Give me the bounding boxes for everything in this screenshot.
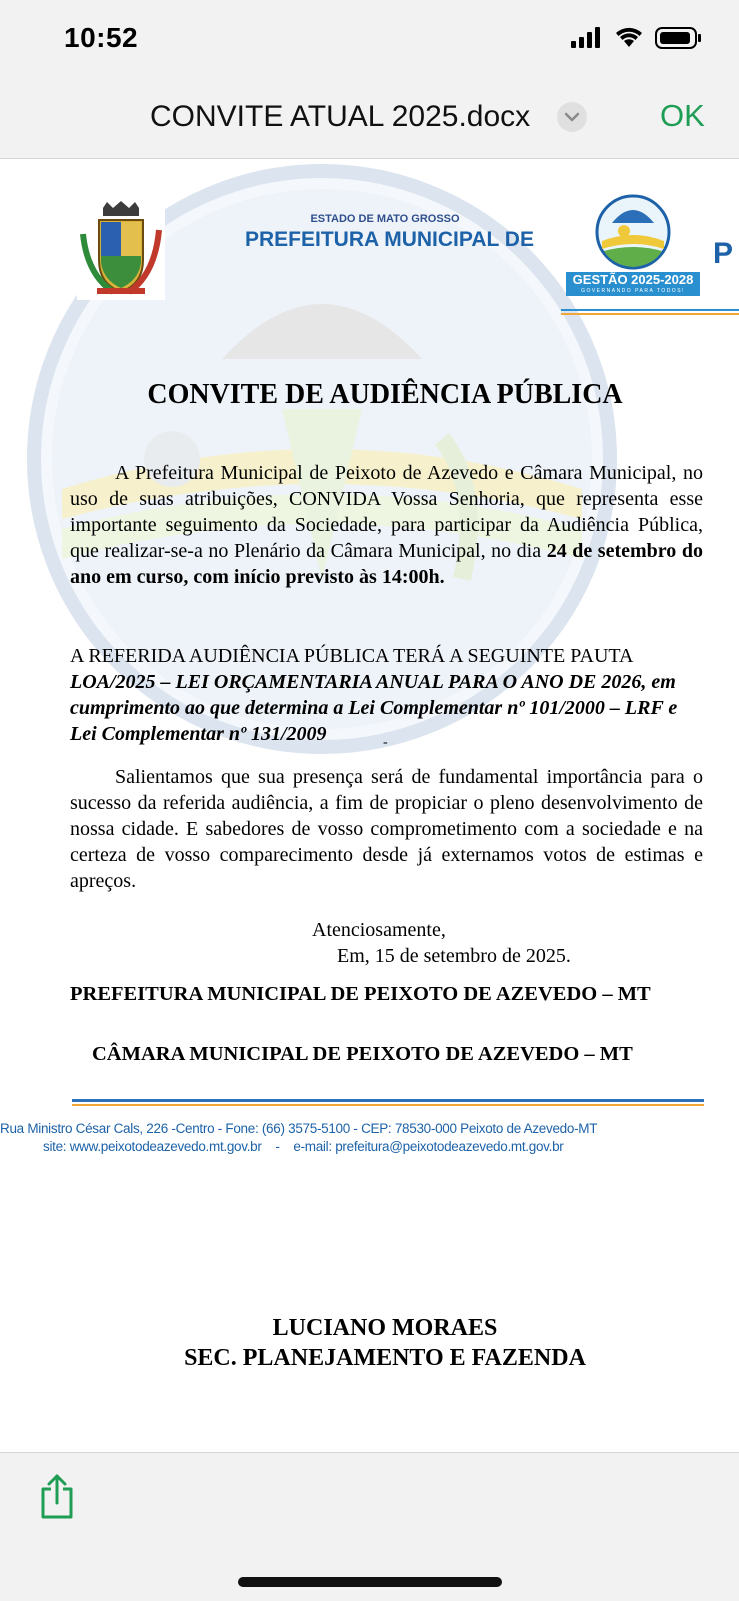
signature-camara: CÂMARA MUNICIPAL DE PEIXOTO DE AZEVEDO – MT	[92, 1043, 633, 1065]
document-nav-bar	[0, 80, 739, 159]
status-icons	[571, 26, 703, 50]
closing-salutation: Atenciosamente,	[312, 919, 446, 941]
document-page	[0, 159, 739, 1451]
gestao-logo-icon	[594, 193, 672, 271]
footer-address: Rua Ministro César Cals, 226 -Centro - Fone: (66) 3575-5100 - CEP: 78530-000 Peixoto de Azevedo-MT	[0, 1121, 598, 1136]
invitation-paragraph	[70, 460, 703, 590]
signer-block	[0, 1313, 739, 1373]
invitation-text: A Prefeitura Municipal de Peixoto de Azevedo e Câmara Municipal, no uso de suas atribuições, CONVIDA Vossa Senhoria, que representa esse importante seguimento da Sociedade, para participar da Audiência Pública, que realizar-se-a no Plenário da Câmara Municipal, no dia	[70, 462, 703, 562]
agenda-body: LOA/2025 – LEI ORÇAMENTARIA ANUAL PARA O ANO DE 2026, em cumprimento ao que determina a Lei Complementar nº 101/2000 – LRF e Lei Complementar nº 131/2009	[70, 671, 678, 745]
document-heading: CONVITE DE AUDIÊNCIA PÚBLICA	[147, 379, 623, 410]
status-bar	[0, 0, 739, 80]
chevron-down-icon	[564, 112, 580, 122]
bottom-toolbar	[0, 1452, 739, 1601]
closing-paragraph: Salientamos que sua presença será de fundamental importância para o sucesso da referida audiência, a fim de propiciar o pleno desenvolvimento de nossa cidade. E sabedores de vosso comprometimento com a sociedade e na certeza de vosso comparecimento desde já externamos votos de estimas e apreços.	[70, 766, 703, 892]
home-indicator[interactable]	[238, 1577, 502, 1587]
letterhead-prefeitura: PREFEITURA MUNICIPAL DE	[245, 228, 534, 251]
done-button[interactable]: OK	[660, 98, 705, 133]
closing-date: Em, 15 de setembro de 2025.	[337, 945, 571, 967]
signature-prefeitura: PREFEITURA MUNICIPAL DE PEIXOTO DE AZEVEDO – MT	[70, 983, 651, 1005]
gestao-badge-text: GESTÃO 2025-2028	[572, 272, 694, 287]
gestao-badge-subtext: GOVERNANDO PARA TODOS!	[581, 288, 685, 294]
signer-name: LUCIANO MORAES	[272, 1315, 498, 1341]
status-time: 10:52	[64, 22, 139, 53]
share-icon[interactable]	[38, 1473, 76, 1521]
agenda-label: A REFERIDA AUDIÊNCIA PÚBLICA TERÁ A SEGUINTE PAUTA	[70, 645, 634, 667]
cellular-signal-icon	[571, 27, 603, 49]
letterhead-rule-orange	[561, 313, 739, 315]
separator-dash: -	[383, 735, 388, 750]
wifi-icon	[615, 27, 643, 49]
municipal-crest-icon	[77, 200, 165, 300]
invitation-date-text: 24 de setembro do ano em curso, com início previsto às 14:00h.	[70, 540, 703, 588]
title-menu-button[interactable]	[557, 102, 587, 132]
battery-icon	[655, 26, 703, 50]
document-title[interactable]: CONVITE ATUAL 2025.docx	[150, 100, 531, 133]
footer-site: site: www.peixotodeazevedo.mt.gov.br - e-mail: prefeitura@peixotodeazevedo.mt.gov.br	[43, 1139, 564, 1154]
signer-role: SEC. PLANEJAMENTO E FAZENDA	[184, 1345, 586, 1371]
letterhead-rule-blue	[561, 309, 739, 311]
letterhead-prefeitura-cut: P	[713, 237, 734, 270]
footer-rule-orange	[72, 1104, 704, 1106]
gestao-badge	[566, 272, 700, 296]
agenda-paragraph	[70, 643, 703, 747]
letterhead-state: ESTADO DE MATO GROSSO	[310, 213, 460, 225]
footer-rule-blue	[72, 1099, 704, 1102]
